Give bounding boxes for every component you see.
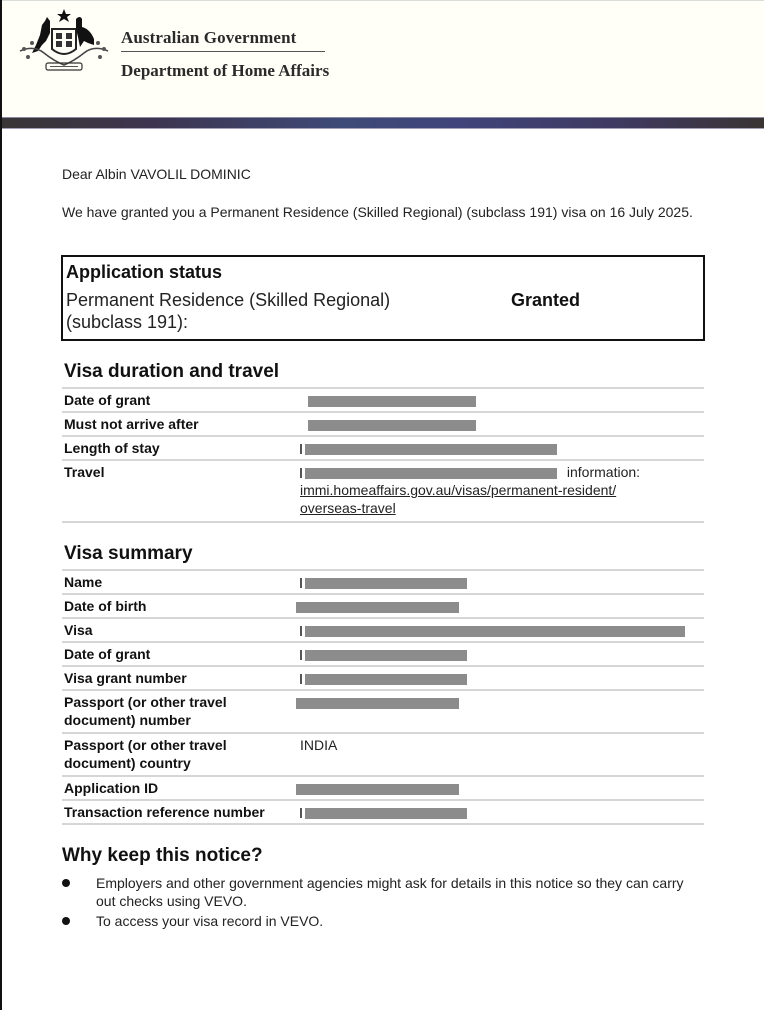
row-label: Passport (or other travel document) number [64, 694, 227, 728]
redacted-value [300, 439, 700, 457]
visa-summary-title: Visa summary [64, 543, 193, 564]
visa-summary-table [62, 569, 704, 825]
application-status-box [61, 255, 705, 341]
table-row [62, 461, 704, 523]
redacted-value [300, 391, 700, 409]
passport-country-value: INDIA [300, 737, 338, 753]
table-row [62, 667, 704, 691]
row-label: Date of birth [64, 598, 147, 614]
table-row [62, 734, 704, 777]
table-row [62, 571, 704, 595]
application-status-heading: Application status [66, 262, 223, 282]
row-label: Name [64, 574, 103, 590]
travel-info-text: information: [566, 464, 641, 480]
table-row [62, 777, 704, 801]
redacted-value [300, 597, 700, 615]
why-keep-list [62, 874, 702, 932]
government-title: Australian Government [121, 28, 297, 47]
header-divider [121, 51, 325, 52]
application-status-value: Granted [511, 290, 581, 310]
redacted-value [300, 669, 700, 687]
table-row [62, 413, 704, 437]
row-label: Application ID [64, 780, 159, 796]
row-label: Visa grant number [64, 670, 187, 686]
page-left-edge [0, 0, 2, 1010]
visa-duration-table [62, 387, 704, 523]
row-label: Must not arrive after [64, 416, 199, 432]
travel-value [300, 463, 700, 517]
row-label: Date of grant [64, 392, 151, 408]
brand-bar [2, 117, 764, 129]
department-title: Department of Home Affairs [121, 61, 330, 80]
list-item: To access your visa record in VEVO. [62, 912, 702, 930]
overseas-travel-link[interactable]: immi.homeaffairs.gov.au/visas/permanent-resident/ overseas-travel [300, 482, 617, 516]
table-row [62, 691, 704, 734]
row-label: Travel [64, 464, 105, 480]
row-label: Date of grant [64, 646, 151, 662]
salutation: Dear Albin VAVOLIL DOMINIC [62, 166, 251, 182]
table-row [62, 595, 704, 619]
redacted-value [300, 645, 700, 663]
redacted-value [300, 621, 700, 639]
row-label: Transaction reference number [64, 804, 265, 820]
letterhead [2, 1, 764, 117]
visa-duration-title: Visa duration and travel [64, 361, 280, 382]
row-label: Passport (or other travel document) country [64, 737, 227, 771]
table-row [62, 643, 704, 667]
redacted-value [300, 693, 700, 711]
grant-intro: We have granted you a Permanent Residence (Skilled Regional) (subclass 191) visa on 16 July 2025. [62, 204, 693, 220]
redacted-value [300, 415, 700, 433]
application-status-label: Permanent Residence (Skilled Regional) (subclass 191): [66, 290, 391, 332]
row-label: Length of stay [64, 440, 160, 456]
redacted-value [300, 779, 700, 797]
table-row [62, 619, 704, 643]
commonwealth-coat-of-arms-icon [14, 7, 114, 79]
bullet-icon [62, 879, 70, 887]
bullet-icon [62, 917, 70, 925]
table-row [62, 437, 704, 461]
table-row [62, 801, 704, 825]
table-row [62, 389, 704, 413]
row-label: Visa [64, 622, 93, 638]
list-item: Employers and other government agencies might ask for details in this notice so they can carry out checks using VEVO. [62, 874, 702, 910]
why-keep-title: Why keep this notice? [62, 845, 263, 866]
redacted-value [300, 573, 700, 591]
redacted-value [300, 803, 700, 821]
